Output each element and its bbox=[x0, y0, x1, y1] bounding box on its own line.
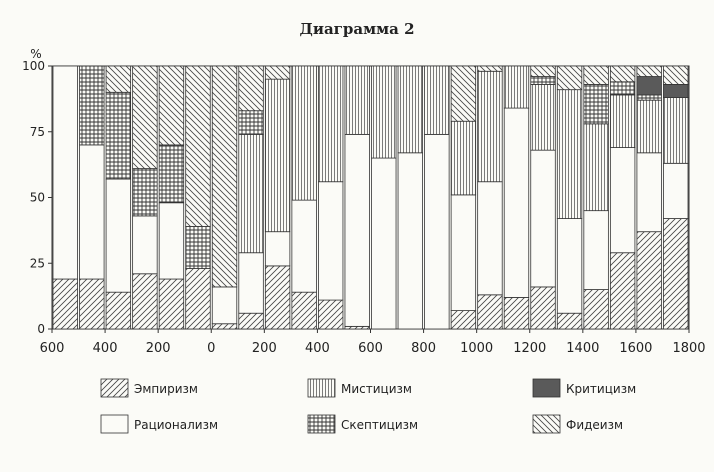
bar-segment bbox=[531, 287, 556, 329]
bar-segment bbox=[531, 84, 556, 150]
bar-segment bbox=[478, 71, 503, 181]
bar-segment bbox=[584, 211, 609, 290]
bar-segment bbox=[637, 66, 662, 77]
legend-label: Рационализм bbox=[134, 418, 218, 432]
bar-segment bbox=[504, 66, 529, 108]
legend-label: Скептицизм bbox=[341, 418, 419, 432]
x-tick-label: 1800 bbox=[672, 341, 706, 356]
bar-segment bbox=[504, 108, 529, 297]
bar-segment bbox=[159, 145, 184, 203]
bar-segment bbox=[663, 84, 688, 97]
bar-segment bbox=[133, 169, 158, 216]
bar-segment bbox=[584, 290, 609, 329]
bar-segment bbox=[398, 66, 423, 153]
bar-segment bbox=[425, 134, 450, 329]
bar-segment bbox=[345, 134, 370, 326]
bar-segment bbox=[663, 66, 688, 84]
bar-segment bbox=[186, 226, 211, 268]
legend-label: Критицизм bbox=[566, 382, 637, 396]
x-tick-label: 200 bbox=[145, 341, 171, 356]
bar-segment bbox=[265, 66, 290, 79]
bar-segment bbox=[504, 297, 529, 329]
bar-segment bbox=[557, 66, 582, 90]
legend-label: Фидеизм bbox=[566, 418, 624, 432]
bar-segment bbox=[106, 66, 131, 92]
bar-segment bbox=[663, 98, 688, 164]
bar-segment bbox=[212, 287, 237, 324]
bar-segment bbox=[663, 163, 688, 218]
bar-segment bbox=[80, 66, 105, 145]
x-tick-label: 800 bbox=[411, 341, 436, 356]
x-tick-label: 0 bbox=[207, 341, 216, 356]
bar-segment bbox=[398, 153, 423, 329]
bar-segment bbox=[239, 111, 264, 135]
x-tick-label: 400 bbox=[92, 341, 118, 356]
bar-segment bbox=[451, 66, 476, 121]
bar-segment bbox=[239, 253, 264, 313]
bar-segment bbox=[451, 121, 476, 195]
bar-segment bbox=[265, 266, 290, 329]
y-axis-label: % bbox=[30, 47, 42, 61]
bar-segment bbox=[318, 66, 343, 182]
bar-segment bbox=[531, 66, 556, 77]
bar-segment bbox=[265, 79, 290, 232]
bar-segment bbox=[239, 66, 264, 111]
bar-segment bbox=[372, 158, 397, 329]
bar-segment bbox=[159, 66, 184, 145]
bar-segment bbox=[212, 66, 237, 287]
bar-segment bbox=[133, 216, 158, 274]
bar-segment bbox=[610, 66, 635, 82]
chart-title: Диаграмма 2 bbox=[299, 20, 415, 38]
bar-segment bbox=[159, 203, 184, 279]
bar-segment bbox=[557, 90, 582, 219]
legend-swatch bbox=[308, 379, 335, 397]
bar-segment bbox=[478, 66, 503, 71]
bar-segment bbox=[610, 253, 635, 329]
legend-swatch bbox=[101, 379, 128, 397]
bar-segment bbox=[478, 182, 503, 295]
bar-segment bbox=[557, 219, 582, 314]
bar-segment bbox=[637, 153, 662, 232]
bar-segment bbox=[292, 66, 317, 200]
bar-segment bbox=[53, 66, 78, 279]
bar-segment bbox=[637, 100, 662, 153]
bar-segment bbox=[292, 200, 317, 292]
bar-segment bbox=[584, 124, 609, 211]
x-tick-label: 1000 bbox=[460, 341, 494, 356]
bar-segment bbox=[478, 295, 503, 329]
bar-segment bbox=[637, 232, 662, 329]
bar-segment bbox=[212, 324, 237, 329]
bar-segment bbox=[292, 292, 317, 329]
legend-label: Эмпиризм bbox=[134, 382, 198, 396]
bar-segment bbox=[637, 77, 662, 95]
bar-segment bbox=[106, 92, 131, 179]
bar-segment bbox=[637, 95, 662, 100]
legend-swatch bbox=[308, 415, 335, 433]
bar-segment bbox=[610, 148, 635, 253]
legend-label: Мистицизм bbox=[341, 382, 412, 396]
y-tick-label: 0 bbox=[37, 322, 45, 336]
y-tick-label: 50 bbox=[29, 190, 45, 205]
bar-segment bbox=[345, 66, 370, 134]
x-tick-label: 400 bbox=[305, 341, 330, 356]
bar-segment bbox=[186, 269, 211, 329]
bar-segment bbox=[53, 279, 78, 329]
bar-segment bbox=[318, 182, 343, 300]
bar-segment bbox=[451, 311, 476, 329]
bar-segment bbox=[610, 95, 635, 148]
bar-segment bbox=[80, 279, 105, 329]
bar-segment bbox=[318, 300, 343, 329]
bar-segment bbox=[106, 292, 131, 329]
legend-swatch bbox=[101, 415, 128, 433]
legend-swatch bbox=[533, 415, 560, 433]
bar-segment bbox=[239, 313, 264, 329]
x-tick-label: 1400 bbox=[566, 341, 600, 356]
legend-swatch bbox=[533, 379, 560, 397]
x-tick-label: 1200 bbox=[513, 341, 547, 356]
bar-segment bbox=[133, 274, 158, 329]
bar-segment bbox=[425, 66, 450, 134]
bar-segment bbox=[557, 313, 582, 329]
x-tick-label: 200 bbox=[251, 341, 277, 356]
x-tick-label: 1600 bbox=[619, 341, 653, 356]
y-tick-label: 25 bbox=[29, 256, 45, 271]
y-tick-label: 75 bbox=[29, 124, 45, 139]
bar-segment bbox=[451, 195, 476, 311]
bar-segment bbox=[584, 66, 609, 84]
x-tick-label: 600 bbox=[358, 341, 383, 356]
bar-segment bbox=[239, 134, 264, 252]
bar-segment bbox=[159, 279, 184, 329]
bar-segment bbox=[265, 232, 290, 266]
bar-segment bbox=[186, 66, 211, 226]
bar-segment bbox=[80, 145, 105, 279]
bar-segment bbox=[663, 219, 688, 329]
bar-segment bbox=[531, 77, 556, 85]
y-tick-label: 100 bbox=[22, 59, 45, 73]
bar-segment bbox=[531, 150, 556, 287]
x-tick-label: 600 bbox=[39, 341, 65, 356]
bar-segment bbox=[584, 84, 609, 123]
bar-segment bbox=[106, 179, 131, 292]
bar-segment bbox=[133, 66, 158, 169]
bar-segment bbox=[372, 66, 397, 158]
bar-segment bbox=[610, 82, 635, 95]
